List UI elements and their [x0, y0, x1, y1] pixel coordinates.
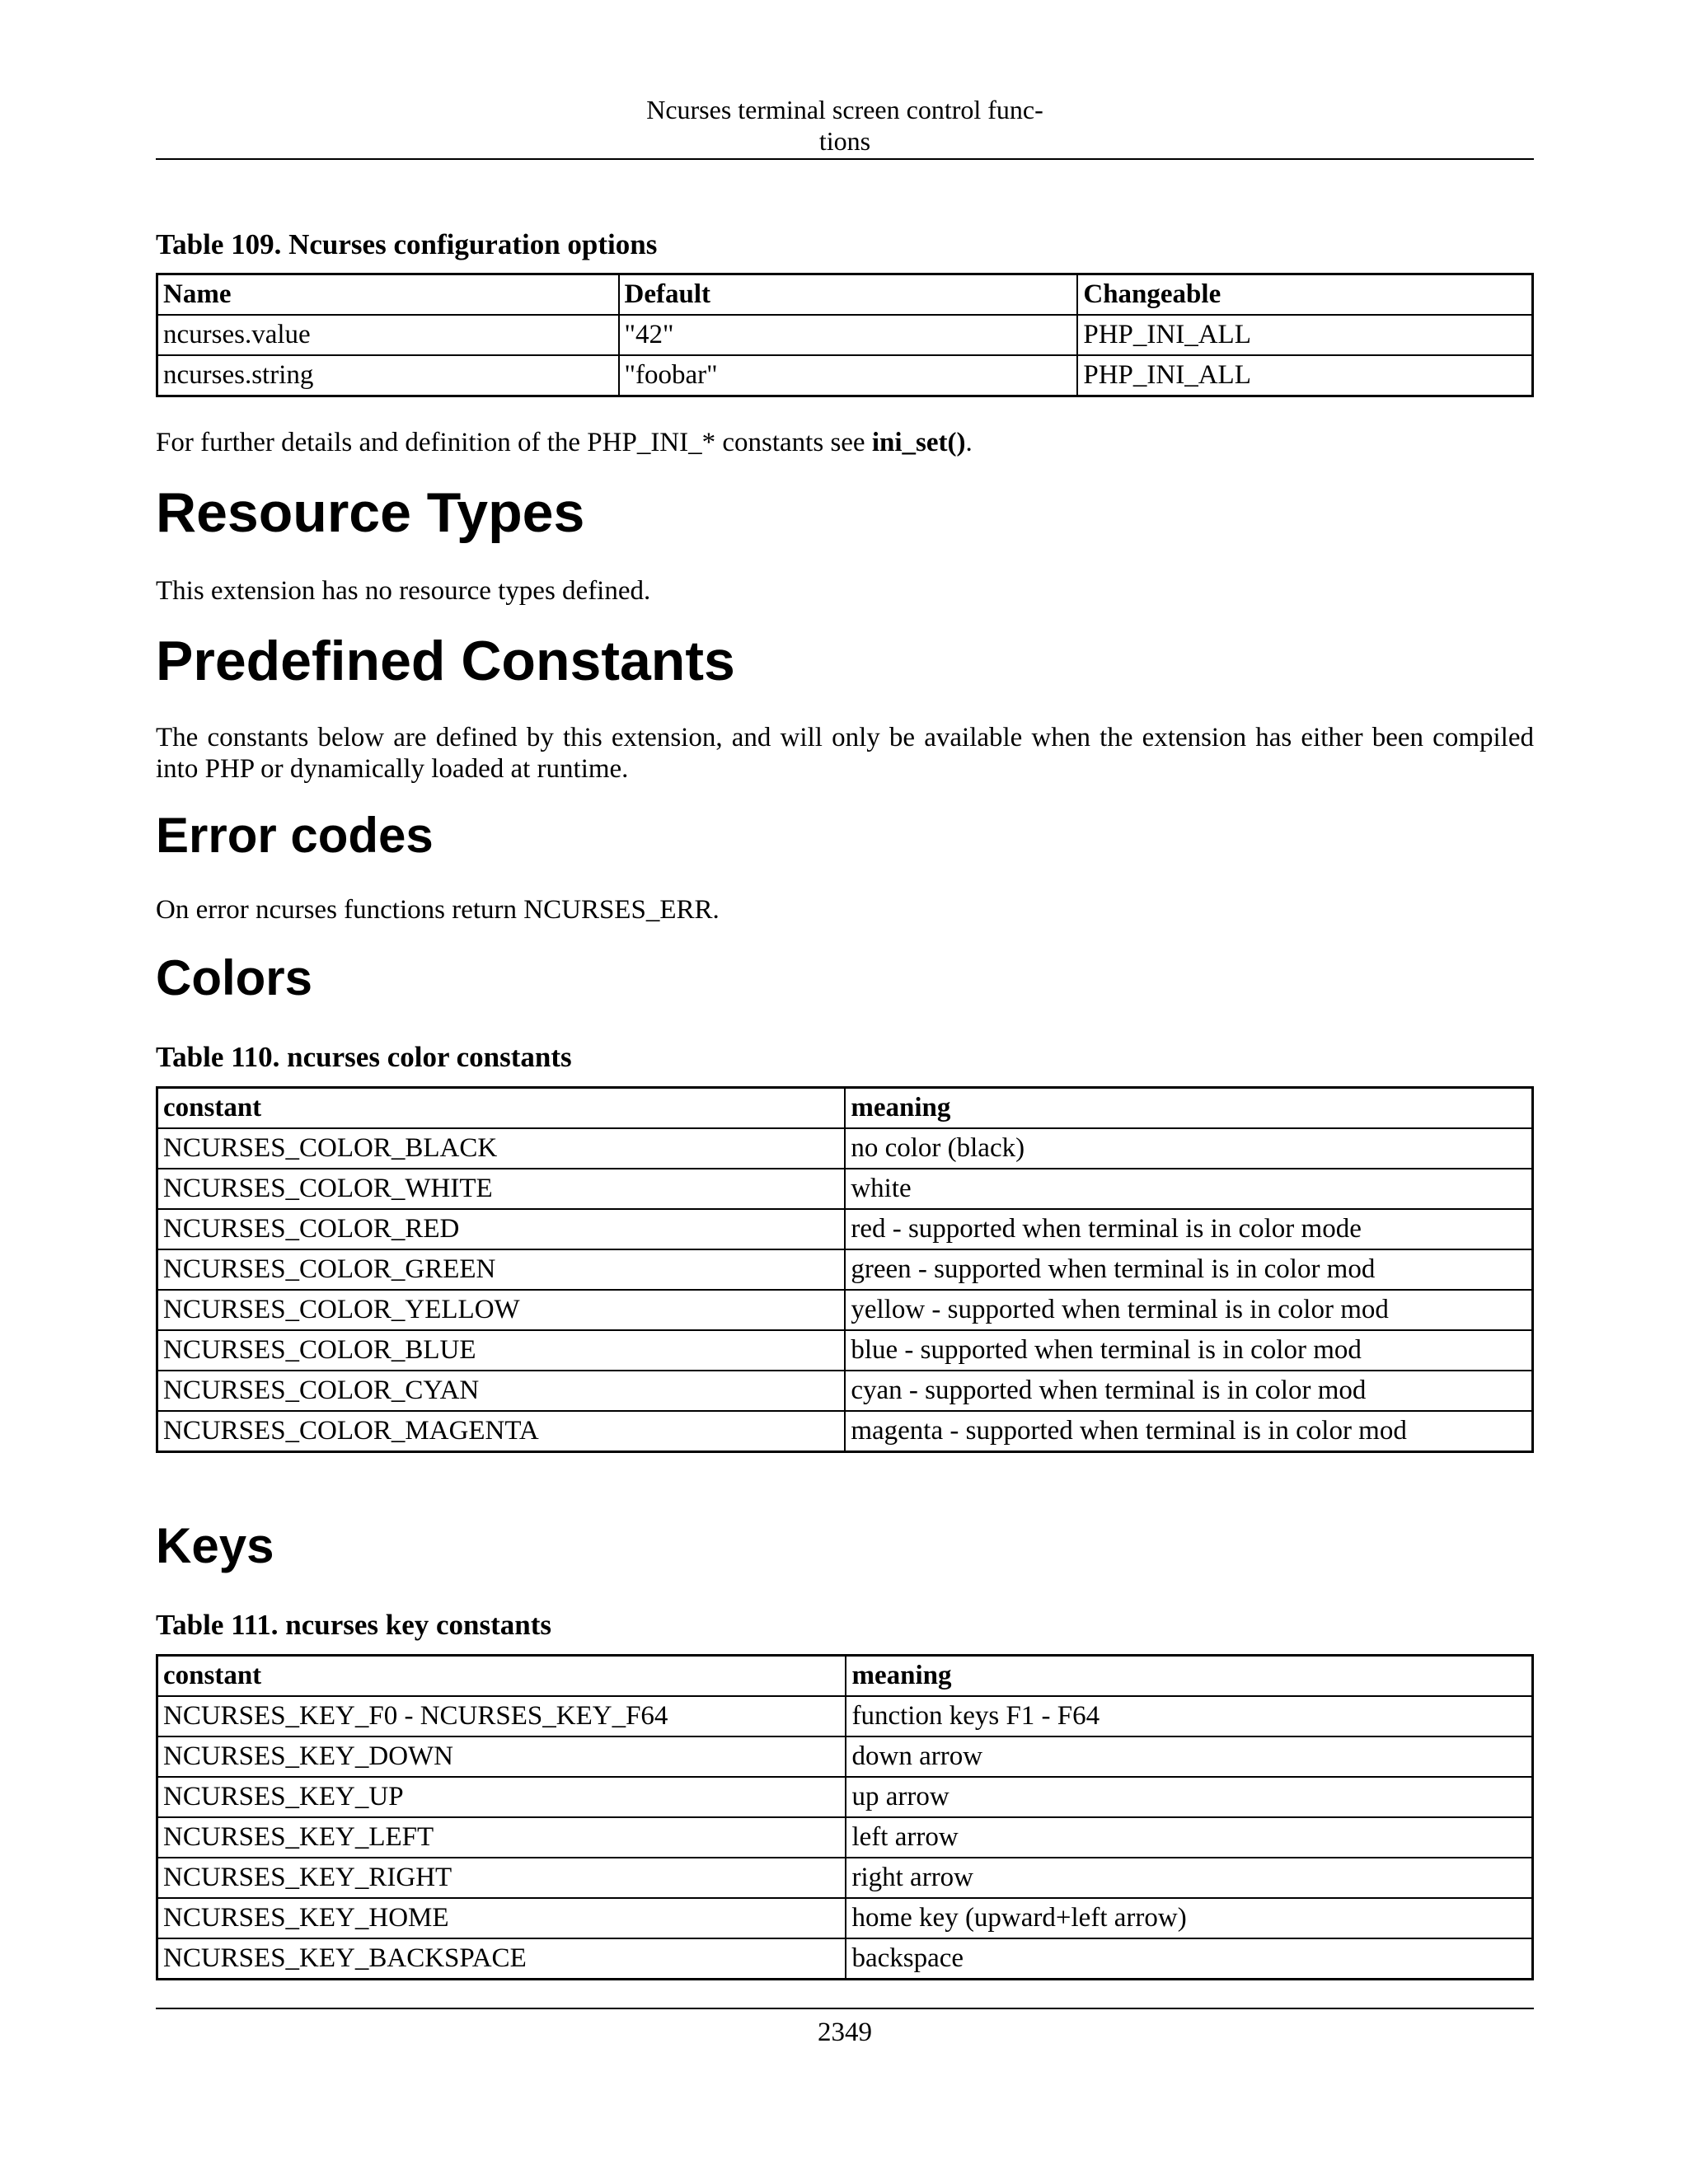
column-header-constant: constant	[157, 1088, 846, 1129]
table-cell: NCURSES_COLOR_CYAN	[157, 1371, 846, 1411]
column-header-changeable: Changeable	[1077, 274, 1532, 316]
config-options-table	[156, 273, 1534, 397]
running-header-line-2: tions	[818, 126, 871, 156]
table-header-row	[157, 1656, 1533, 1697]
table-cell: NCURSES_KEY_RIGHT	[157, 1858, 846, 1898]
table-cell: no color (black)	[845, 1128, 1532, 1169]
running-header-line-1: Ncurses terminal screen control func-	[646, 95, 1043, 124]
table-row	[157, 1938, 1533, 1980]
table-cell: NCURSES_COLOR_RED	[157, 1209, 846, 1249]
table-row	[157, 1777, 1533, 1817]
table-cell: ncurses.string	[157, 355, 619, 396]
table-cell: blue - supported when terminal is in color mod	[845, 1330, 1532, 1371]
table-cell: ncurses.value	[157, 315, 619, 355]
ini-set-link[interactable]: ini_set()	[871, 428, 966, 457]
table-cell: NCURSES_KEY_DOWN	[157, 1736, 846, 1777]
table-row	[157, 1249, 1533, 1290]
table-row	[157, 315, 1533, 355]
ini-note-end: .	[965, 428, 973, 457]
column-header-meaning: meaning	[846, 1656, 1532, 1697]
table-row	[157, 1817, 1533, 1858]
table-row	[157, 1128, 1533, 1169]
table-cell: "42"	[619, 315, 1078, 355]
table-cell: left arrow	[846, 1817, 1532, 1858]
table-cell: white	[845, 1169, 1532, 1209]
table-cell: NCURSES_COLOR_GREEN	[157, 1249, 846, 1290]
table-cell: PHP_INI_ALL	[1077, 355, 1532, 396]
table-cell: NCURSES_KEY_LEFT	[157, 1817, 846, 1858]
key-constants-table	[156, 1654, 1534, 1980]
table-row	[157, 1736, 1533, 1777]
table-cell: green - supported when terminal is in color mod	[845, 1249, 1532, 1290]
table-cell: right arrow	[846, 1858, 1532, 1898]
table-cell: backspace	[846, 1938, 1532, 1980]
table-row	[157, 1290, 1533, 1330]
table-cell: NCURSES_COLOR_BLUE	[157, 1330, 846, 1371]
ini-note-text: For further details and definition of the PHP_INI_* constants see	[156, 428, 872, 457]
table-row	[157, 1209, 1533, 1249]
keys-heading: Keys	[156, 1518, 274, 1573]
column-header-meaning: meaning	[845, 1088, 1532, 1129]
error-codes-heading: Error codes	[156, 808, 434, 863]
running-header	[156, 94, 1534, 157]
table-row	[157, 1858, 1533, 1898]
table-cell: magenta - supported when terminal is in color mod	[845, 1411, 1532, 1452]
colors-heading: Colors	[156, 950, 313, 1005]
table-cell: NCURSES_COLOR_WHITE	[157, 1169, 846, 1209]
column-header-name: Name	[157, 274, 619, 316]
table-cell: NCURSES_COLOR_MAGENTA	[157, 1411, 846, 1452]
table-cell: NCURSES_KEY_F0 - NCURSES_KEY_F64	[157, 1696, 846, 1736]
resource-types-text: This extension has no resource types defined.	[156, 576, 651, 606]
table-header-row	[157, 1088, 1533, 1129]
table-cell: function keys F1 - F64	[846, 1696, 1532, 1736]
table-cell: home key (upward+left arrow)	[846, 1898, 1532, 1938]
table-row	[157, 1371, 1533, 1411]
table-row	[157, 1169, 1533, 1209]
table-header-row	[157, 274, 1533, 316]
table-row	[157, 1696, 1533, 1736]
header-rule	[156, 158, 1534, 160]
table-cell: up arrow	[846, 1777, 1532, 1817]
table-row	[157, 355, 1533, 396]
color-constants-table	[156, 1086, 1534, 1453]
table-cell: yellow - supported when terminal is in color mod	[845, 1290, 1532, 1330]
resource-types-heading: Resource Types	[156, 481, 585, 544]
ini-note-paragraph	[156, 427, 1534, 458]
table-cell: NCURSES_KEY_BACKSPACE	[157, 1938, 846, 1980]
table-cell: cyan - supported when terminal is in color mod	[845, 1371, 1532, 1411]
table-109-caption: Table 109. Ncurses configuration options	[156, 228, 658, 260]
table-cell: NCURSES_KEY_HOME	[157, 1898, 846, 1938]
table-row	[157, 1411, 1533, 1452]
table-row	[157, 1898, 1533, 1938]
table-cell: PHP_INI_ALL	[1077, 315, 1532, 355]
table-cell: "foobar"	[619, 355, 1078, 396]
error-codes-text: On error ncurses functions return NCURSES_ERR.	[156, 895, 720, 925]
predefined-constants-heading: Predefined Constants	[156, 630, 735, 692]
column-header-constant: constant	[157, 1656, 846, 1697]
page-number: 2349	[818, 2018, 872, 2047]
table-row	[157, 1330, 1533, 1371]
column-header-default: Default	[619, 274, 1078, 316]
table-110-caption: Table 110. ncurses color constants	[156, 1041, 572, 1073]
table-cell: NCURSES_COLOR_YELLOW	[157, 1290, 846, 1330]
predefined-constants-text: The constants below are defined by this extension, and will only be available when the extension has either been compiled into PHP or dynamically loaded at runtime.	[156, 723, 1534, 784]
table-cell: red - supported when terminal is in color mode	[845, 1209, 1532, 1249]
footer-rule	[156, 2008, 1534, 2009]
table-cell: NCURSES_COLOR_BLACK	[157, 1128, 846, 1169]
table-111-caption: Table 111. ncurses key constants	[156, 1609, 552, 1641]
table-cell: down arrow	[846, 1736, 1532, 1777]
table-cell: NCURSES_KEY_UP	[157, 1777, 846, 1817]
